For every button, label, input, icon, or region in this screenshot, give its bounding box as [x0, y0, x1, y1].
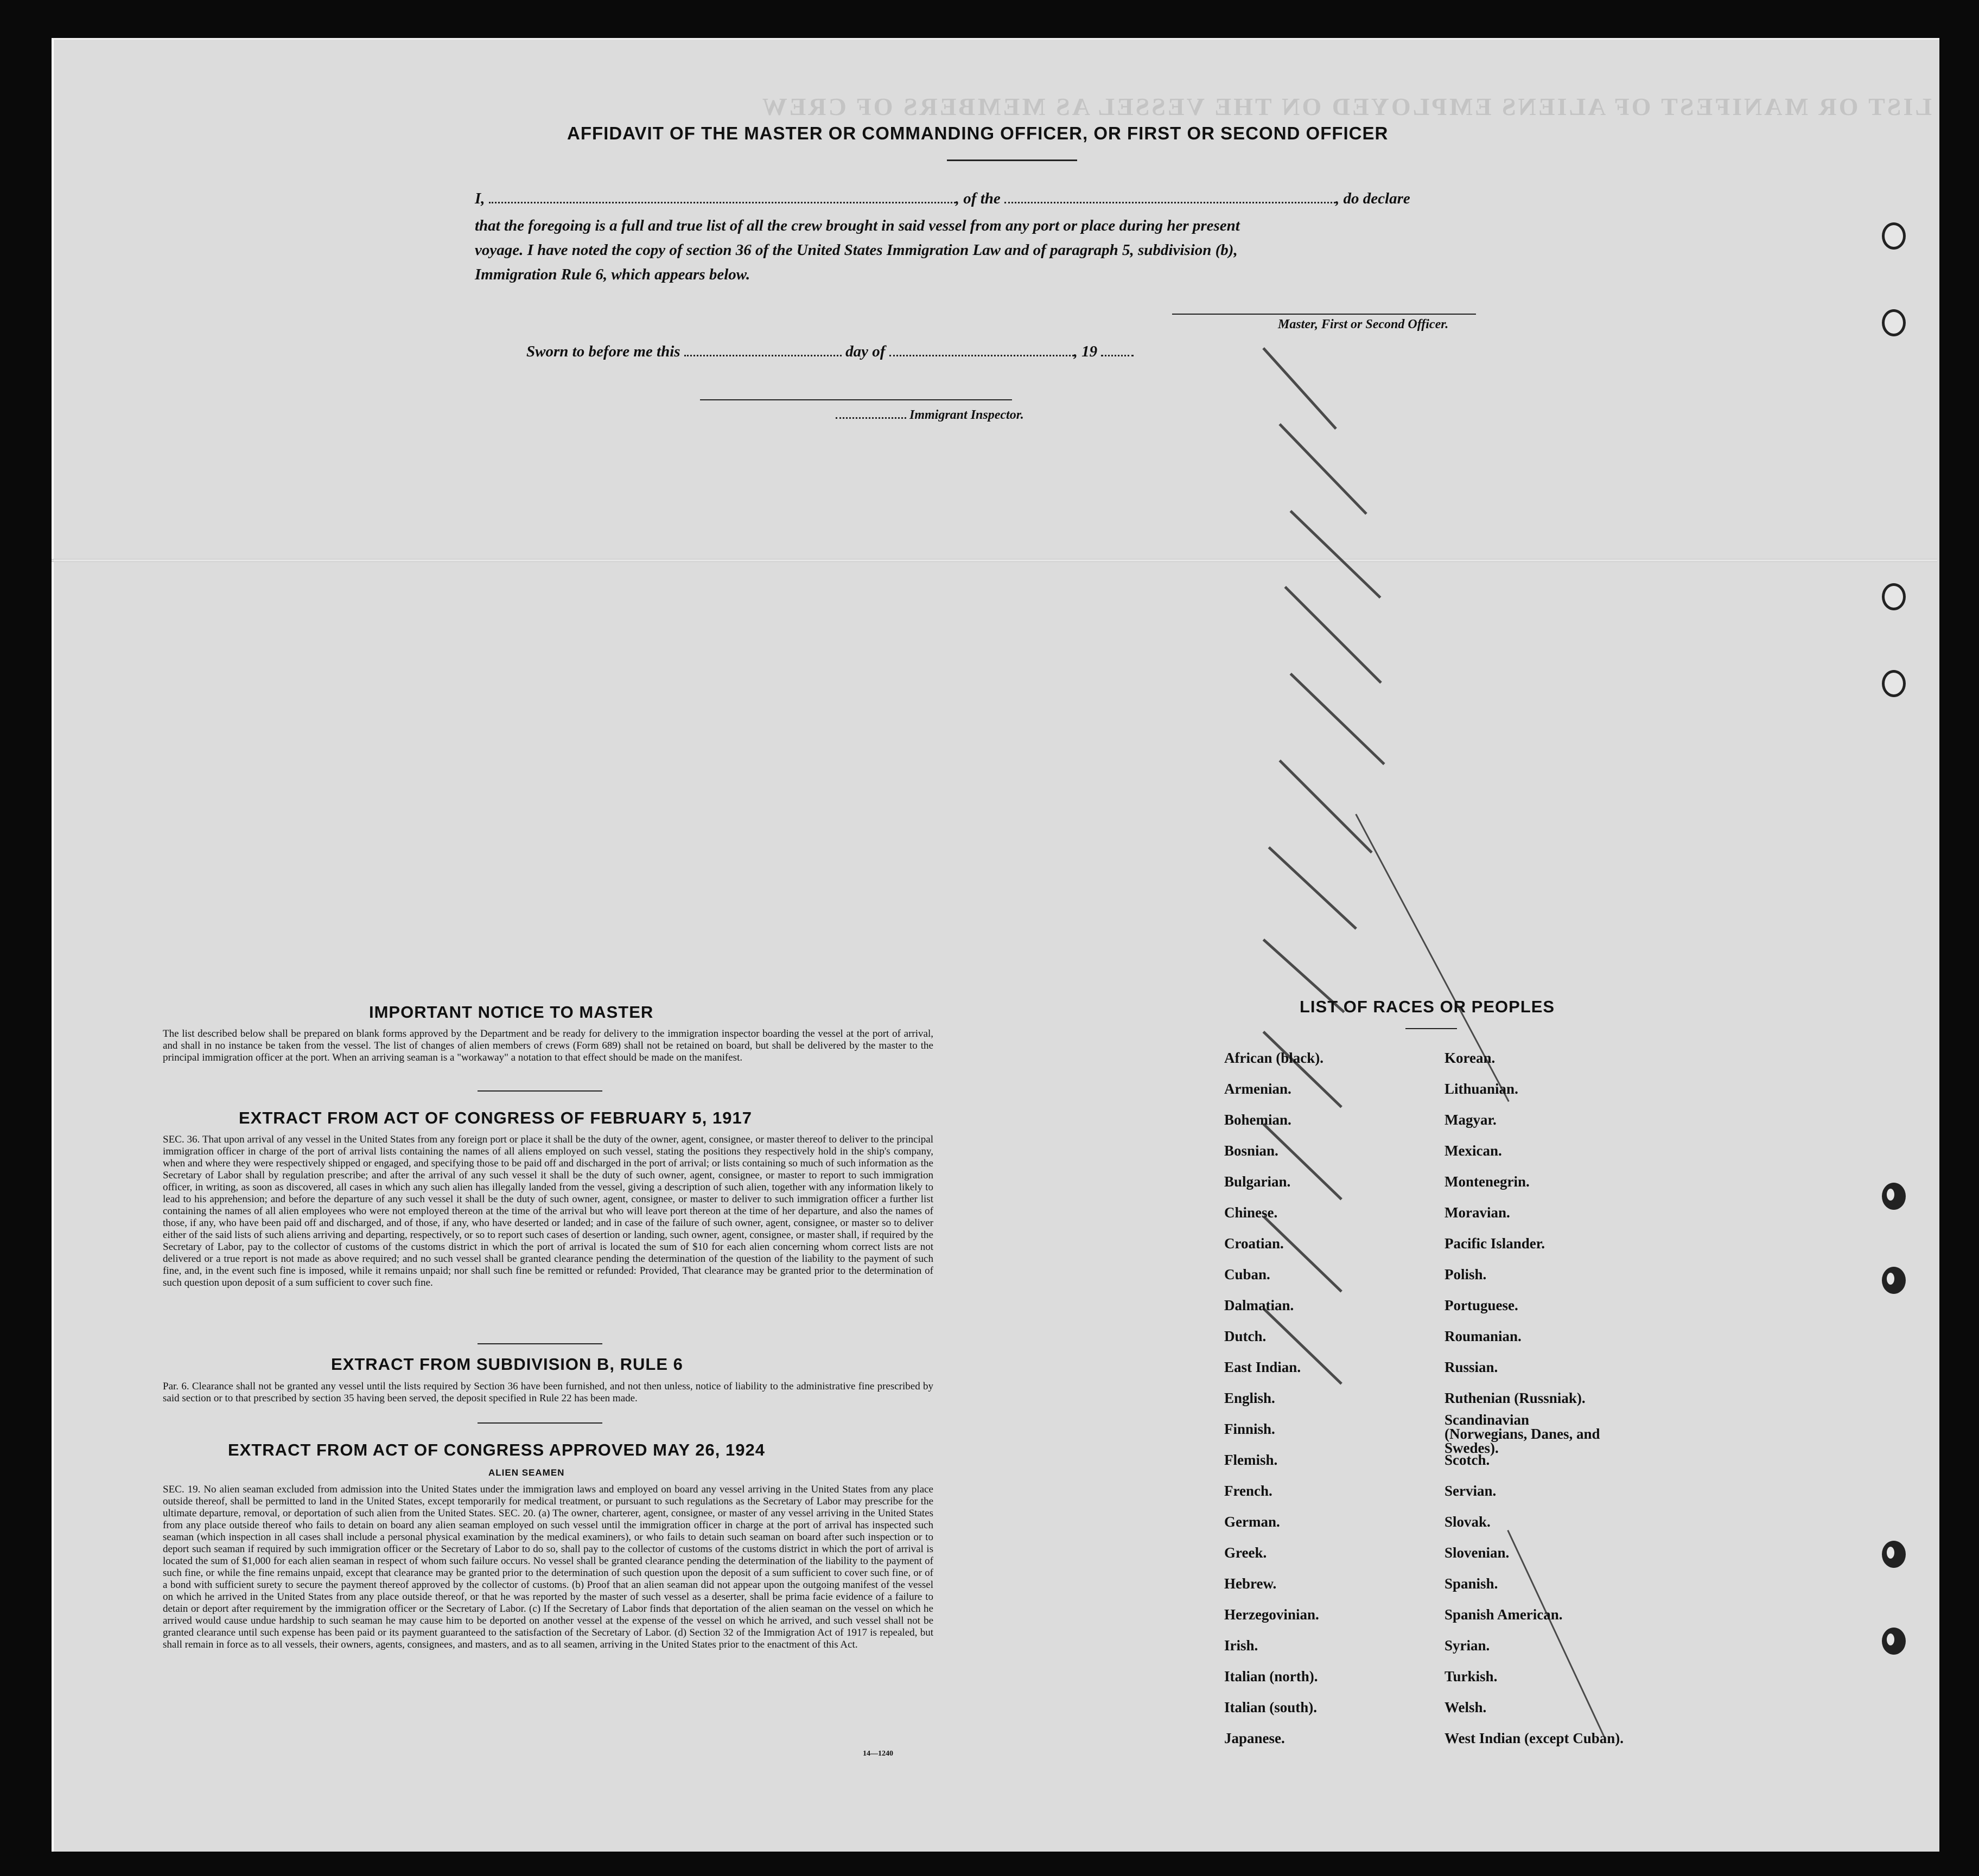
extract-1924-subtitle: ALIEN SEAMEN — [488, 1467, 565, 1478]
race-item: Finnish. — [1224, 1421, 1275, 1437]
binder-hole — [1882, 1183, 1906, 1210]
race-item: Magyar. — [1445, 1112, 1497, 1128]
race-item: Slovenian. — [1445, 1545, 1510, 1561]
affidavit-line-3: voyage. I have noted the copy of section 36 of the United States Immigration Law and of paragraph 5, subdivision (b), — [475, 241, 1238, 259]
binder-hole — [1882, 1541, 1906, 1568]
race-item: French. — [1224, 1483, 1272, 1499]
year-field[interactable] — [1101, 355, 1134, 356]
binder-hole — [1882, 583, 1906, 610]
race-item: Slovak. — [1445, 1514, 1491, 1530]
race-item: Russian. — [1445, 1359, 1498, 1375]
race-item: Cuban. — [1224, 1266, 1270, 1282]
race-item: German. — [1224, 1514, 1280, 1530]
race-item: Ruthenian (Russniak). — [1445, 1390, 1586, 1406]
race-item: Montenegrin. — [1445, 1173, 1530, 1190]
race-item: Moravian. — [1445, 1204, 1510, 1221]
notice-divider — [478, 1090, 602, 1092]
race-item: Spanish American. — [1445, 1606, 1563, 1623]
races-title: LIST OF RACES OR PEOPLES — [1300, 997, 1555, 1016]
paper-fold — [52, 559, 1937, 562]
race-item: English. — [1224, 1390, 1275, 1406]
extract-rule6-title: EXTRACT FROM SUBDIVISION B, RULE 6 — [331, 1355, 683, 1374]
extract-rule6-divider — [478, 1422, 602, 1424]
extract-1924-title: EXTRACT FROM ACT OF CONGRESS APPROVED MAY 26, 1924 — [228, 1440, 765, 1459]
binder-hole — [1882, 670, 1906, 697]
sworn-label: Sworn to before me this — [526, 343, 680, 360]
race-item: Turkish. — [1445, 1668, 1498, 1684]
master-signature-label: Master, First or Second Officer. — [1278, 317, 1449, 331]
race-item: Italian (north). — [1224, 1668, 1318, 1684]
extract-rule6-text: Par. 6. Clearance shall not be granted any vessel until the lists required by Section 36 have been furnished, and not then unless, notice of liability to the administrative fine prescribed by said section or to that prescribed by section 35 having been served, the deposit specified in Rule 22 has been made. — [163, 1381, 933, 1404]
affidavit-line-2: that the foregoing is a full and true list of all the crew brought in said vessel from any port or place during her present — [475, 217, 1240, 234]
race-item: Mexican. — [1445, 1143, 1502, 1159]
year-label: , 19 — [1073, 343, 1098, 360]
race-item: Bosnian. — [1224, 1143, 1278, 1159]
race-item: Lithuanian. — [1445, 1081, 1518, 1097]
race-item: Portuguese. — [1445, 1297, 1518, 1313]
officer-name-field[interactable] — [489, 202, 956, 203]
race-item: Roumanian. — [1445, 1328, 1522, 1344]
binder-hole — [1882, 222, 1906, 250]
race-item: Bohemian. — [1224, 1112, 1291, 1128]
notice-text: The list described below shall be prepared on blank forms approved by the Department and be ready for delivery to the immigration inspector boarding the vessel at the port of arrival, and shall in no instance be taken from the vessel. The list of changes of alien members of crews (Form 689) shall not be retained on board, but shall be delivered by the master to the principal immigration officer at the port. When an arriving seaman is a "workaway" a notation to that effect should be made on the manifest. — [163, 1028, 933, 1063]
binder-hole — [1882, 309, 1906, 336]
race-item: Dutch. — [1224, 1328, 1267, 1344]
race-item: Chinese. — [1224, 1204, 1278, 1221]
race-item: Armenian. — [1224, 1081, 1291, 1097]
day-field[interactable] — [684, 355, 842, 356]
race-item: Welsh. — [1445, 1699, 1487, 1715]
binder-hole — [1882, 1267, 1906, 1294]
race-item: Irish. — [1224, 1637, 1258, 1654]
race-item: Bulgarian. — [1224, 1173, 1291, 1190]
inspector-signature-line[interactable] — [700, 399, 1012, 400]
race-item: Polish. — [1445, 1266, 1487, 1282]
affidavit-title: AFFIDAVIT OF THE MASTER OR COMMANDING OFFICER, OR FIRST OR SECOND OFFICER — [567, 123, 1389, 143]
race-item: Pacific Islander. — [1445, 1235, 1545, 1252]
race-item: Syrian. — [1445, 1637, 1490, 1654]
inspector-dots — [836, 417, 906, 419]
extract-1924-text: SEC. 19. No alien seaman excluded from admission into the United States under the immigration laws and employed on board any vessel arriving in the United States from any place outside thereof, shall be permitted to land in the United States, except temporarily for medical treatment, or pursuant to such regulations as the Secretary of Labor may prescribe for the ultimate departure, removal, or deportation of such alien from the United States. SEC. 20. (a) The owner, charterer, agent, consignee, or master of any vessel arriving in the United States from any place outside thereof who fails to detain on board any alien seaman employed on such vessel until the immigration officer in charge at the port of arrival has inspected such seaman (which inspection in all cases shall include a personal physical examination by the medical examiners), or who fails to detain such seaman on board after such inspection or to deport such seaman if required by such immigration officer or the Secretary of Labor to do so, shall pay to the collector of customs of the customs district in which the port of arrival is located the sum of $1,000 for each alien seaman in respect of whom such failure occurs. No vessel shall be granted clearance pending the determination of the liability to the payment of such fine, or while the fine remains unpaid, except that clearance may be granted prior to the determination of such question upon the deposit of a sum sufficient to cover such fine, or of a bond with sufficient surety to secure the payment thereof approved by the collector of customs. (b) Proof that an alien seaman did not appear upon the outgoing manifest of the vessel on which he arrived in the United States from any place outside thereof, or that he was reported by the master of such vessel as a deserter, shall be prima facie evidence of a failure to detain or deport after requirement by the immigration officer or the Secretary of Labor. (c) If the Secretary of Labor finds that deportation of the alien seaman on the vessel on which he arrived would cause undue hardship to such seaman he may cause him to be deported on another vessel at the expense of the vessel on which he arrived, and such vessel shall not be granted clearance until such expense has been paid or its payment guaranteed to the satisfaction of the Secretary of Labor. (d) Section 32 of the Immigration Act of 1917 is repealed, but shall remain in force as to all vessels, their owners, agents, consignees, and masters, and as to all seamen, arriving in the United States prior to the enactment of this Act. — [163, 1484, 933, 1650]
notice-title: IMPORTANT NOTICE TO MASTER — [369, 1003, 654, 1022]
i-label: I, — [475, 190, 485, 207]
bleed-through-header: LIST OR MANIFEST OF ALIENS EMPLOYED ON THE VESSEL AS MEMBERS OF CREW — [760, 93, 1932, 120]
extract-1917-title: EXTRACT FROM ACT OF CONGRESS OF FEBRUARY 5, 1917 — [239, 1108, 752, 1127]
race-item: Flemish. — [1224, 1452, 1278, 1468]
race-item: Scotch. — [1445, 1452, 1490, 1468]
extract-1917-text: SEC. 36. That upon arrival of any vessel in the United States from any foreign port or place it shall be the duty of the owner, agent, consignee, or master thereof to deliver to the principal immigration officer in charge of the port of arrival lists containing the names of all aliens employed on such vessel, stating the positions they respectively hold in the ship's company, when and where they were respectively shipped or engaged, and specifying those to be paid off and discharged in the port of arrival; or lists containing so much of such information as the Secretary of Labor shall by regulation prescribe; and after the arrival of any such vessel it shall be the duty of such owner, agent, consignee, or master to report to such immigration officer, in writing, as soon as discovered, all cases in which any such alien has illegally landed from the vessel, giving a description of such alien, together with any information likely to lead to his apprehension; and before the departure of any such vessel it shall be the duty of such owner, agent, consignee, or master to deliver to such immigration officer a further list containing the names of all alien employees who were not employed thereon at the time of the arrival but who will leave port thereon at the time of her departure, and also the names of those, if any, who have been paid off and discharged, and of those, if any, who have deserted or landed; and in case of the failure of such owner, agent, consignee, or master so to deliver either of the said lists of such aliens arriving and departing, respectively, or so to report such cases of desertion or landing, such owner, agent, consignee, or master shall, if required by the Secretary of Labor, pay to the collector of customs of the customs district in which the port of arrival is located the sum of $10 for each alien concerning whom correct lists are not delivered or a true report is not made as above required; and no such vessel shall be granted clearance pending the determination of the question of the liability to the payment of such fine, and, in the event such fine is imposed, while it remains unpaid; nor shall such fine be remitted or refunded: Provided, That clearance may be granted prior to the determination of such question upon deposit of a sum sufficient to cover such fine. — [163, 1134, 933, 1288]
month-field[interactable] — [889, 355, 1074, 356]
race-item: Hebrew. — [1224, 1575, 1277, 1592]
vessel-name-field[interactable] — [1004, 202, 1335, 203]
affidavit-line-4: Immigration Rule 6, which appears below. — [475, 266, 750, 283]
of-the-label: , of the — [955, 190, 1001, 207]
master-signature-line[interactable] — [1172, 314, 1476, 315]
race-item: Croatian. — [1224, 1235, 1284, 1252]
race-item: Dalmatian. — [1224, 1297, 1294, 1313]
race-item: Spanish. — [1445, 1575, 1498, 1592]
title-underline — [947, 159, 1077, 161]
races-title-underline — [1405, 1028, 1457, 1029]
race-item: Servian. — [1445, 1483, 1497, 1499]
race-item: West Indian (except Cuban). — [1445, 1730, 1624, 1746]
race-item: Herzegovinian. — [1224, 1606, 1319, 1623]
inspector-label — [836, 408, 1024, 423]
extract-1917-divider — [478, 1343, 602, 1344]
day-of-label: day of — [845, 343, 886, 360]
binder-hole — [1882, 1628, 1906, 1655]
race-item: Scandinavian (Norwegians, Danes, and Swedes). — [1445, 1412, 1600, 1456]
declare-label: , do declare — [1335, 190, 1410, 207]
race-item: East Indian. — [1224, 1359, 1301, 1375]
race-item: Korean. — [1445, 1050, 1496, 1066]
sworn-line — [526, 343, 1134, 361]
race-item: Greek. — [1224, 1545, 1267, 1561]
affidavit-line-1 — [475, 190, 1410, 208]
race-item: African (black). — [1224, 1050, 1323, 1066]
inspector-label-text: Immigrant Inspector. — [909, 408, 1024, 422]
race-item: Italian (south). — [1224, 1699, 1318, 1715]
form-number: 14—1240 — [863, 1750, 893, 1758]
race-item: Japanese. — [1224, 1730, 1285, 1746]
